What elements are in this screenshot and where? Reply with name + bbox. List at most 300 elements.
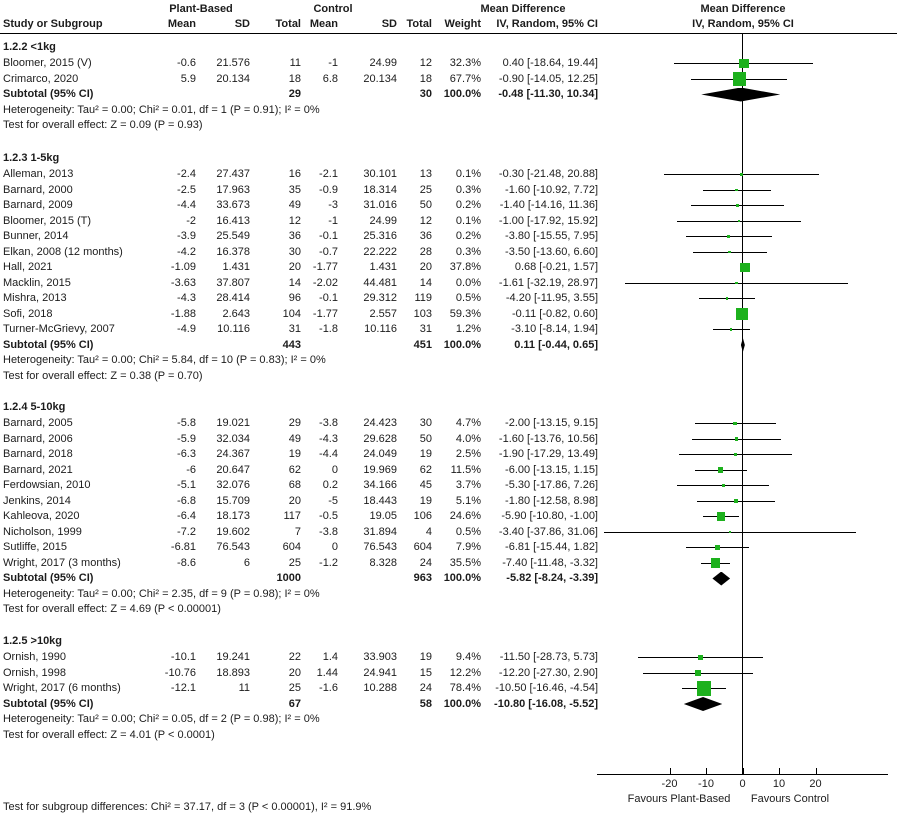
study-label: Ferdowsian, 2010	[3, 479, 91, 491]
cell-weight: 3.7%	[455, 479, 481, 491]
study-label: Bloomer, 2015 (T)	[3, 214, 92, 227]
cell-total2: 19	[419, 651, 432, 663]
cell-ci-text: -1.40 [-14.16, 11.36]	[499, 199, 598, 211]
cell-total1: 22	[288, 651, 301, 663]
effect-square	[733, 72, 746, 85]
cell-total2: 30	[419, 417, 432, 429]
cell-mean1: -2.4	[177, 168, 196, 180]
effect-square	[718, 467, 723, 472]
cell-total2: 28	[419, 245, 432, 258]
cell-total1: 443	[282, 338, 301, 351]
study-label: Kahleova, 2020	[3, 510, 80, 522]
cell-weight: 0.5%	[455, 525, 481, 538]
subtotal-label: Subtotal (95% CI)	[3, 338, 94, 351]
favours-right-label: Favours Control	[750, 793, 830, 805]
cell-mean2: -2.1	[319, 168, 338, 180]
cell-ci-text: -5.90 [-10.80, -1.00]	[501, 510, 598, 522]
cell-ci-text: -10.80 [-16.08, -5.52]	[494, 697, 598, 710]
column-header-sd2: SD	[381, 18, 397, 30]
column-header-weight: Weight	[444, 18, 481, 30]
cell-mean2: 6.8	[322, 72, 338, 85]
heterogeneity-text: Heterogeneity: Tau² = 0.00; Chi² = 0.05, df = 2 (P = 0.98); I² = 0%	[3, 713, 320, 725]
cell-ci-text: -3.50 [-13.60, 6.60]	[505, 245, 598, 258]
cell-weight: 11.5%	[450, 463, 481, 476]
effect-square	[715, 545, 720, 550]
cell-total2: 103	[413, 307, 432, 320]
cell-sd1: 27.437	[216, 168, 250, 180]
heterogeneity-text: Heterogeneity: Tau² = 0.00; Chi² = 0.01, df = 1 (P = 0.91); I² = 0%	[3, 103, 320, 116]
cell-total2: 13	[419, 168, 432, 180]
cell-sd1: 10.116	[217, 323, 250, 335]
effect-square	[740, 263, 750, 273]
cell-sd1: 1.431	[222, 261, 250, 273]
study-label: Turner-McGrievy, 2007	[3, 323, 115, 335]
study-label: Barnard, 2000	[3, 183, 73, 196]
cell-total2: 604	[413, 541, 432, 553]
cell-weight: 7.9%	[455, 541, 481, 553]
axis-tick	[816, 768, 817, 774]
group-header: 1.2.4 5-10kg	[3, 401, 66, 413]
cell-ci-text: -0.30 [-21.48, 20.88]	[498, 168, 598, 180]
cell-total2: 25	[419, 183, 432, 196]
column-header-mean2: Mean	[309, 18, 338, 30]
cell-weight: 100.0%	[443, 338, 481, 351]
cell-sd2: 25.316	[363, 230, 397, 242]
study-label: Mishra, 2013	[3, 292, 67, 304]
cell-sd1: 25.549	[216, 230, 250, 242]
cell-ci-text: 0.68 [-0.21, 1.57]	[514, 261, 598, 273]
subtotal-label: Subtotal (95% CI)	[3, 88, 94, 100]
overall-effect-text: Test for overall effect: Z = 4.01 (P < 0.0001)	[3, 728, 215, 741]
cell-ci-text: -1.61 [-32.19, 28.97]	[498, 276, 598, 289]
cell-mean2: -3.8	[319, 525, 338, 538]
subtotal-label: Subtotal (95% CI)	[3, 697, 94, 710]
effect-square	[735, 282, 738, 285]
cell-total1: 25	[288, 682, 301, 694]
overall-effect-text: Test for overall effect: Z = 0.09 (P = 0.93)	[3, 119, 203, 131]
cell-mean1: -6.4	[177, 510, 196, 522]
cell-weight: 100.0%	[443, 572, 481, 584]
cell-mean1: -4.3	[177, 292, 196, 304]
effect-square	[722, 484, 725, 487]
cell-mean2: -1.77	[312, 307, 338, 320]
cell-weight: 67.7%	[449, 72, 481, 85]
cell-ci-text: -2.00 [-13.15, 9.15]	[505, 417, 598, 429]
cell-mean2: -1	[328, 57, 338, 69]
study-label: Wright, 2017 (6 months)	[3, 682, 121, 694]
cell-weight: 35.5%	[449, 556, 481, 569]
cell-total2: 451	[413, 338, 432, 351]
effect-square	[698, 655, 703, 660]
cell-mean1: -6.81	[170, 541, 196, 553]
cell-mean1: -6.3	[177, 448, 196, 460]
effect-square	[730, 328, 733, 331]
heterogeneity-text: Heterogeneity: Tau² = 0.00; Chi² = 5.84, df = 10 (P = 0.83); I² = 0%	[3, 354, 326, 366]
column-header-mean1: Mean	[167, 18, 196, 30]
cell-total1: 29	[288, 88, 301, 100]
axis-tick	[779, 768, 780, 774]
subtotal-label: Subtotal (95% CI)	[3, 572, 94, 584]
cell-mean1: -2.5	[177, 183, 196, 196]
column-header-plant-based: Plant-Based	[169, 3, 233, 15]
cell-total2: 14	[419, 276, 432, 289]
cell-total2: 4	[425, 525, 432, 538]
cell-sd1: 24.367	[216, 448, 250, 460]
cell-weight: 78.4%	[449, 682, 481, 694]
cell-mean2: -0.5	[319, 510, 338, 522]
cell-mean2: 0.2	[322, 479, 338, 491]
cell-mean2: -1.2	[319, 556, 338, 569]
cell-mean2: -4.4	[319, 448, 338, 460]
cell-sd1: 33.673	[216, 199, 250, 211]
cell-sd2: 76.543	[363, 541, 397, 553]
study-label: Hall, 2021	[3, 261, 53, 273]
cell-sd2: 24.99	[369, 57, 397, 69]
cell-ci-text: -1.60 [-13.76, 10.56]	[498, 432, 598, 445]
cell-sd2: 29.312	[363, 292, 397, 304]
cell-total1: 29	[288, 417, 301, 429]
cell-total1: 18	[288, 72, 301, 85]
study-label: Jenkins, 2014	[3, 494, 71, 507]
cell-mean2: 1.4	[322, 651, 338, 663]
axis-tick-label: -10	[698, 778, 714, 790]
cell-mean1: -2	[186, 214, 196, 227]
cell-weight: 32.3%	[449, 57, 481, 69]
cell-sd2: 34.166	[363, 479, 397, 491]
cell-total1: 117	[283, 510, 301, 522]
cell-mean1: -6.8	[177, 494, 196, 507]
cell-mean1: -10.76	[164, 666, 196, 679]
effect-square	[711, 558, 721, 568]
cell-total1: 31	[288, 323, 301, 335]
effect-square	[740, 173, 743, 176]
cell-mean1: -1.88	[170, 307, 196, 320]
cell-total2: 12	[419, 214, 432, 227]
cell-total1: 62	[288, 463, 301, 476]
effect-square	[736, 204, 739, 207]
cell-total1: 67	[288, 697, 301, 710]
effect-square	[733, 422, 737, 426]
axis-tick-label: 20	[809, 778, 822, 790]
cell-total1: 96	[288, 292, 301, 304]
column-header-mean-difference: Mean Difference	[480, 3, 566, 15]
cell-sd2: 20.134	[363, 72, 397, 85]
cell-ci-text: -6.00 [-13.15, 1.15]	[505, 463, 598, 476]
effect-square	[726, 297, 729, 300]
group-header: 1.2.5 >10kg	[3, 635, 63, 647]
study-label: Sutliffe, 2015	[3, 541, 68, 553]
cell-total2: 24	[419, 556, 432, 569]
cell-sd1: 32.076	[216, 479, 250, 491]
cell-total1: 19	[288, 448, 301, 460]
cell-ci-text: -7.40 [-11.48, -3.32]	[502, 556, 598, 569]
study-label: Bloomer, 2015 (V)	[3, 57, 92, 69]
cell-mean2: -0.1	[319, 230, 338, 242]
cell-ci-text: 0.11 [-0.44, 0.65]	[514, 338, 598, 351]
cell-sd2: 18.443	[363, 494, 397, 507]
cell-total2: 19	[419, 494, 432, 507]
cell-weight: 0.0%	[455, 276, 481, 289]
cell-mean2: -3	[328, 199, 338, 211]
cell-ci-text: -0.11 [-0.82, 0.60]	[511, 307, 598, 320]
cell-sd1: 32.034	[216, 432, 250, 445]
cell-sd1: 19.602	[216, 525, 250, 538]
column-header-control: Control	[313, 3, 353, 15]
cell-total2: 36	[419, 230, 432, 242]
study-label: Crimarco, 2020	[3, 72, 79, 85]
cell-total1: 49	[288, 432, 301, 445]
cell-sd2: 24.99	[369, 214, 397, 227]
cell-mean2: -0.7	[319, 245, 338, 258]
effect-square	[728, 251, 731, 254]
cell-weight: 4.0%	[455, 432, 481, 445]
cell-sd1: 28.414	[216, 292, 250, 304]
effect-square	[734, 453, 737, 456]
cell-total1: 1000	[276, 572, 301, 584]
cell-mean2: -5	[328, 494, 338, 507]
cell-total2: 106	[413, 510, 432, 522]
cell-sd2: 31.016	[363, 199, 397, 211]
effect-square	[729, 531, 732, 534]
cell-sd1: 76.543	[216, 541, 250, 553]
cell-sd2: 22.222	[363, 245, 397, 258]
study-label: Bunner, 2014	[3, 230, 69, 242]
cell-weight: 12.2%	[449, 666, 481, 679]
cell-mean1: -12.1	[170, 682, 196, 694]
cell-total1: 14	[288, 276, 301, 289]
axis-tick-label: 10	[772, 778, 786, 790]
cell-ci-text: -11.50 [-28.73, 5.73]	[499, 651, 598, 663]
cell-mean1: -4.2	[177, 245, 196, 258]
group-header: 1.2.2 <1kg	[3, 41, 56, 53]
cell-sd1: 17.963	[216, 183, 250, 196]
cell-ci-text: -1.00 [-17.92, 15.92]	[498, 214, 598, 227]
study-label: Barnard, 2005	[3, 417, 73, 429]
study-label: Ornish, 1990	[3, 651, 66, 663]
cell-total1: 35	[288, 183, 301, 196]
cell-sd2: 18.314	[363, 183, 397, 196]
cell-sd2: 2.557	[369, 307, 397, 320]
cell-ci-text: -5.30 [-17.86, 7.26]	[505, 479, 598, 491]
cell-sd2: 44.481	[363, 276, 397, 289]
study-label: Wright, 2017 (3 months)	[3, 556, 121, 569]
axis-tick-label: -20	[661, 778, 678, 790]
cell-weight: 0.2%	[455, 199, 481, 211]
subtotal-diamond	[712, 572, 730, 586]
effect-square	[727, 235, 730, 238]
cell-total2: 58	[419, 697, 432, 710]
cell-ci-text: -1.80 [-12.58, 8.98]	[505, 494, 598, 507]
cell-mean2: -0.1	[319, 292, 338, 304]
cell-weight: 2.5%	[455, 448, 481, 460]
cell-total1: 11	[289, 57, 301, 69]
study-label: Barnard, 2018	[3, 448, 73, 460]
cell-mean1: -5.8	[177, 417, 196, 429]
cell-sd2: 29.628	[363, 432, 397, 445]
cell-total2: 963	[413, 572, 432, 584]
cell-ci-text: -0.48 [-11.30, 10.34]	[498, 88, 598, 100]
cell-mean1: -3.63	[170, 276, 196, 289]
cell-sd1: 20.647	[216, 463, 250, 476]
subtotal-diamond	[684, 697, 723, 711]
cell-total1: 20	[288, 261, 301, 273]
cell-ci-text: -4.20 [-11.95, 3.55]	[505, 292, 598, 304]
heterogeneity-text: Heterogeneity: Tau² = 0.00; Chi² = 2.35, df = 9 (P = 0.98); I² = 0%	[3, 587, 320, 600]
cell-sd1: 15.709	[216, 494, 250, 507]
cell-sd1: 16.378	[216, 245, 250, 258]
cell-total2: 24	[419, 682, 432, 694]
effect-square	[735, 189, 738, 192]
cell-mean2: -1	[328, 214, 338, 227]
cell-total2: 19	[419, 448, 432, 460]
cell-sd2: 31.894	[363, 525, 397, 538]
study-label: Alleman, 2013	[3, 168, 74, 180]
cell-mean2: -3.8	[319, 417, 338, 429]
study-label: Barnard, 2021	[3, 463, 73, 476]
cell-mean2: -2.02	[312, 276, 338, 289]
column-header-total1: Total	[275, 18, 301, 30]
cell-weight: 0.2%	[455, 230, 481, 242]
overall-effect-text: Test for overall effect: Z = 4.69 (P < 0.00001)	[3, 603, 221, 615]
cell-sd2: 19.05	[369, 510, 397, 522]
effect-square	[697, 681, 711, 695]
cell-total1: 104	[282, 307, 301, 320]
cell-total2: 45	[419, 479, 432, 491]
header-separator-line	[0, 33, 897, 34]
axis-tick	[743, 768, 744, 774]
cell-mean1: -1.09	[170, 261, 196, 273]
cell-ci-text: -1.60 [-10.92, 7.72]	[505, 183, 598, 196]
cell-sd2: 10.288	[363, 682, 397, 694]
cell-ci-text: -3.40 [-37.86, 31.06]	[498, 525, 598, 538]
effect-square	[736, 308, 748, 320]
cell-total1: 16	[288, 168, 301, 180]
cell-total2: 12	[419, 57, 432, 69]
axis-tick-label: 0	[739, 778, 746, 790]
cell-ci-text: -10.50 [-16.46, -4.54]	[495, 682, 598, 694]
study-label: Nicholson, 1999	[3, 525, 82, 538]
axis-line	[597, 774, 888, 775]
cell-mean2: -1.77	[312, 261, 338, 273]
cell-ci-text: 0.40 [-18.64, 19.44]	[502, 57, 598, 69]
cell-mean2: 0	[331, 541, 338, 553]
cell-mean1: -10.1	[170, 651, 196, 663]
cell-sd2: 24.423	[363, 417, 397, 429]
study-label: Ornish, 1998	[3, 666, 66, 679]
cell-total1: 36	[288, 230, 301, 242]
cell-total1: 25	[288, 556, 301, 569]
study-label: Macklin, 2015	[3, 276, 71, 289]
cell-mean1: -4.4	[177, 199, 196, 211]
cell-weight: 37.8%	[449, 261, 481, 273]
overall-effect-text: Test for overall effect: Z = 0.38 (P = 0.70)	[3, 369, 203, 382]
subtotal-diamond	[701, 88, 780, 102]
column-header-study: Study or Subgroup	[3, 18, 103, 30]
cell-mean1: 5.9	[180, 72, 196, 85]
cell-mean2: 0	[331, 463, 338, 476]
cell-mean1: -8.6	[177, 556, 196, 569]
effect-square	[735, 437, 738, 440]
cell-mean1: -5.9	[177, 432, 196, 445]
group-header: 1.2.3 1-5kg	[3, 152, 60, 164]
cell-sd1: 20.134	[216, 72, 250, 85]
cell-sd2: 24.049	[363, 448, 397, 460]
cell-ci-text: -6.81 [-15.44, 1.82]	[505, 541, 598, 553]
cell-total2: 62	[419, 463, 432, 476]
study-label: Barnard, 2009	[3, 199, 73, 211]
cell-total2: 31	[419, 323, 432, 335]
cell-total2: 50	[419, 432, 432, 445]
axis-tick	[670, 768, 671, 774]
column-header-total2: Total	[406, 18, 432, 30]
effect-square	[739, 59, 748, 68]
cell-weight: 100.0%	[443, 88, 481, 100]
cell-mean2: -1.8	[319, 323, 338, 335]
cell-sd1: 19.241	[216, 651, 250, 663]
study-label: Barnard, 2006	[3, 432, 73, 445]
cell-ci-text: -0.90 [-14.05, 12.25]	[498, 72, 598, 85]
cell-total1: 30	[288, 245, 301, 258]
cell-weight: 0.1%	[455, 168, 481, 180]
plot-header-mean-difference: Mean Difference	[700, 3, 786, 15]
favours-left-label: Favours Plant-Based	[627, 793, 731, 805]
cell-mean1: -5.1	[177, 479, 196, 491]
cell-total1: 12	[288, 214, 301, 227]
cell-mean1: -0.6	[177, 57, 196, 69]
cell-weight: 24.6%	[449, 510, 481, 522]
cell-total2: 30	[419, 88, 432, 100]
cell-mean2: -1.6	[319, 682, 338, 694]
study-label: Elkan, 2008 (12 months)	[3, 245, 123, 258]
cell-weight: 0.3%	[455, 245, 481, 258]
cell-mean1: -6	[186, 463, 196, 476]
cell-weight: 0.1%	[455, 214, 481, 227]
cell-total2: 15	[419, 666, 432, 679]
cell-sd1: 37.807	[216, 276, 250, 289]
cell-mean1: -4.9	[177, 323, 196, 335]
cell-weight: 0.3%	[455, 183, 481, 196]
cell-sd2: 1.431	[369, 261, 397, 273]
cell-sd2: 8.328	[369, 556, 397, 569]
cell-total1: 604	[282, 541, 301, 553]
cell-sd2: 24.941	[363, 666, 397, 679]
cell-sd1: 16.413	[216, 214, 250, 227]
cell-sd1: 2.643	[222, 307, 250, 320]
column-header-sd1: SD	[234, 18, 250, 30]
cell-sd2: 30.101	[363, 168, 397, 180]
cell-sd1: 18.893	[216, 666, 250, 679]
cell-ci-text: -3.10 [-8.14, 1.94]	[511, 323, 598, 335]
cell-total1: 7	[294, 525, 301, 538]
cell-weight: 4.7%	[455, 417, 481, 429]
cell-sd2: 33.903	[363, 651, 397, 663]
subgroup-differences-note: Test for subgroup differences: Chi² = 37.17, df = 3 (P < 0.00001), I² = 91.9%	[3, 801, 372, 813]
effect-square	[695, 670, 701, 676]
study-label: Sofi, 2018	[3, 307, 53, 320]
effect-square	[738, 220, 741, 223]
cell-total1: 20	[288, 494, 301, 507]
cell-weight: 1.2%	[455, 323, 481, 335]
cell-mean2: -0.9	[319, 183, 338, 196]
effect-square	[717, 512, 725, 520]
cell-total2: 18	[419, 72, 432, 85]
axis-tick	[706, 768, 707, 774]
cell-weight: 100.0%	[443, 697, 481, 710]
cell-total1: 49	[288, 199, 301, 211]
cell-total2: 119	[414, 292, 432, 304]
cell-ci-text: -3.80 [-15.55, 7.95]	[505, 230, 598, 242]
column-header-iv-random: IV, Random, 95% CI	[496, 18, 598, 30]
